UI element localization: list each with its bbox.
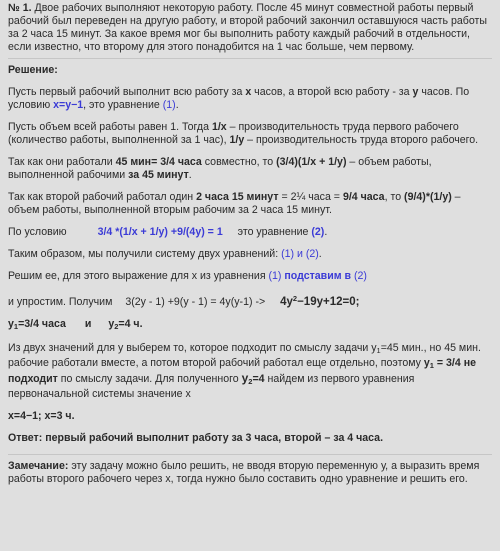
root-var: у — [241, 371, 249, 385]
text: Так как они работали — [8, 156, 116, 168]
quadratic-part: −19у+12=0; — [297, 296, 360, 308]
text: и упростим. Получим — [8, 296, 113, 308]
text: по смыслу задачи. Для полученного — [57, 373, 242, 385]
text: Пусть объем всей работы равен 1. Тогда — [8, 121, 212, 133]
problem-number: № 1. — [8, 2, 32, 14]
paragraph-substitute — [8, 270, 492, 283]
equation-ref: (1) и (2) — [281, 248, 319, 260]
quadratic-equation — [280, 296, 359, 308]
highlight: за 45 минут — [128, 169, 189, 181]
text: Из двух значений для у выберем то, которое подходит по смыслу задачи у — [8, 342, 377, 354]
root-value: =4 ч. — [118, 318, 143, 330]
productivity-first: 1/х — [211, 121, 227, 133]
paragraph-choose-root — [8, 342, 492, 401]
equation-ref: (2) — [353, 270, 367, 282]
equation-ref: (1) — [268, 270, 282, 282]
text: = 2¼ часа = — [278, 191, 343, 203]
subscript: 1 — [429, 361, 434, 370]
paragraph-system — [8, 248, 492, 261]
subscript: 1 — [376, 346, 381, 355]
text: Решим ее, для этого выражение для х из уравнения — [8, 270, 269, 282]
paragraph-second-worker — [8, 191, 492, 217]
text: . — [188, 169, 192, 181]
text: . — [175, 99, 179, 111]
text: – производительность труда первого рабочего (количество работы, выполненной за 1 час), — [8, 121, 459, 146]
subscript: 1 — [13, 322, 19, 331]
text: . — [324, 226, 328, 238]
quadratic-part: 4у — [280, 296, 293, 308]
var-x: х — [245, 86, 252, 98]
text: Так как второй рабочий работал один — [8, 191, 197, 203]
expression: (3/4)(1/х + 1/у) — [276, 156, 347, 168]
note-label: Замечание: — [8, 460, 69, 472]
text: Таким образом, мы получили систему двух уравнений: — [8, 248, 282, 260]
text: – производительность труда второго рабочего. — [244, 134, 479, 146]
paragraph-x-value: х=4−1; х=3 ч. — [8, 410, 75, 422]
paragraph-simplify — [8, 292, 492, 309]
var-y: у — [412, 86, 419, 98]
subscript: 2 — [114, 322, 119, 331]
condition-equation: х=у−1 — [53, 99, 84, 111]
note — [8, 460, 492, 486]
text: По условию — [8, 226, 67, 238]
equation-ref: (2) — [311, 226, 325, 238]
text: Пусть первый рабочий выполнит всю работу за — [8, 86, 246, 98]
expanded-equation: 3(2у - 1) +9(у - 1) = 4у(у-1) -> — [125, 296, 266, 308]
paragraph-variables — [8, 86, 492, 112]
expression: (9/4)*(1/у) — [404, 191, 452, 203]
subscript: 2 — [248, 377, 253, 386]
paragraph-roots — [8, 318, 492, 333]
text: , то — [384, 191, 405, 203]
productivity-second: 1/у — [229, 134, 245, 146]
paragraph-joint-work — [8, 156, 492, 182]
highlight: 2 часа 15 минут — [196, 191, 279, 203]
root-var: у — [108, 318, 115, 330]
text: часов. По условию — [8, 86, 470, 111]
text: =45 мин., но 45 мин. рабочие работали вместе, а потом второй рабочий работал еще отдельно, поэтому — [8, 342, 481, 369]
rejected-root: = 3/4 не подходит — [8, 357, 476, 385]
text: и — [84, 318, 92, 330]
paragraph-productivity — [8, 121, 492, 147]
solution-heading: Решение: — [8, 64, 58, 76]
text: совместно, то — [201, 156, 277, 168]
text: , это уравнение — [83, 99, 163, 111]
text: . — [318, 248, 322, 260]
paragraph-equation-2 — [8, 226, 492, 239]
text: найдем из первого уравнения первоначальной системы значение х — [8, 373, 415, 400]
text: часов, а второй всю работу - за — [251, 86, 413, 98]
divider — [8, 58, 492, 59]
equation-ref: (1) — [162, 99, 176, 111]
highlight: 9/4 часа — [342, 191, 385, 203]
highlight: 45 мин= 3/4 часа — [115, 156, 202, 168]
text: – объем работы, выполненной вторым рабочим за 2 часа 15 минут. — [8, 191, 461, 216]
problem-text: Двое рабочих выполняют некоторую работу. После 45 минут совместной работы первый рабочий был переведен на другую работу, и второй рабочий закончил оставшуюся часть работы за 2 часа 15 минут. За какое время мог бы выполнить работу каждый рабочий в отдельности, если известно, что второму для этого понадобится на 1 час больше, чем первому. — [8, 2, 487, 53]
accepted-root: =4 — [252, 373, 265, 385]
text: – объем работы, выполненной рабочими — [8, 156, 432, 181]
answer: Ответ: первый рабочий выполнит работу за 3 часа, второй – за 4 часа. — [8, 432, 384, 444]
exponent: 2 — [292, 294, 298, 303]
root-var: у — [8, 318, 14, 330]
divider — [8, 454, 492, 455]
root-value: =3/4 часа — [18, 318, 66, 330]
problem-statement — [8, 2, 492, 54]
text: это уравнение — [237, 226, 312, 238]
note-text: эту задачу можно было решить, не вводя вторую переменную у, а выразить время работы второго рабочего через х, тогда нужно было составить одно уравнение и решить его. — [8, 460, 480, 485]
text: подставим в — [281, 270, 354, 282]
root-var: у — [423, 357, 430, 369]
equation-2: 3/4 *(1/х + 1/у) +9/(4у) = 1 — [97, 226, 223, 238]
